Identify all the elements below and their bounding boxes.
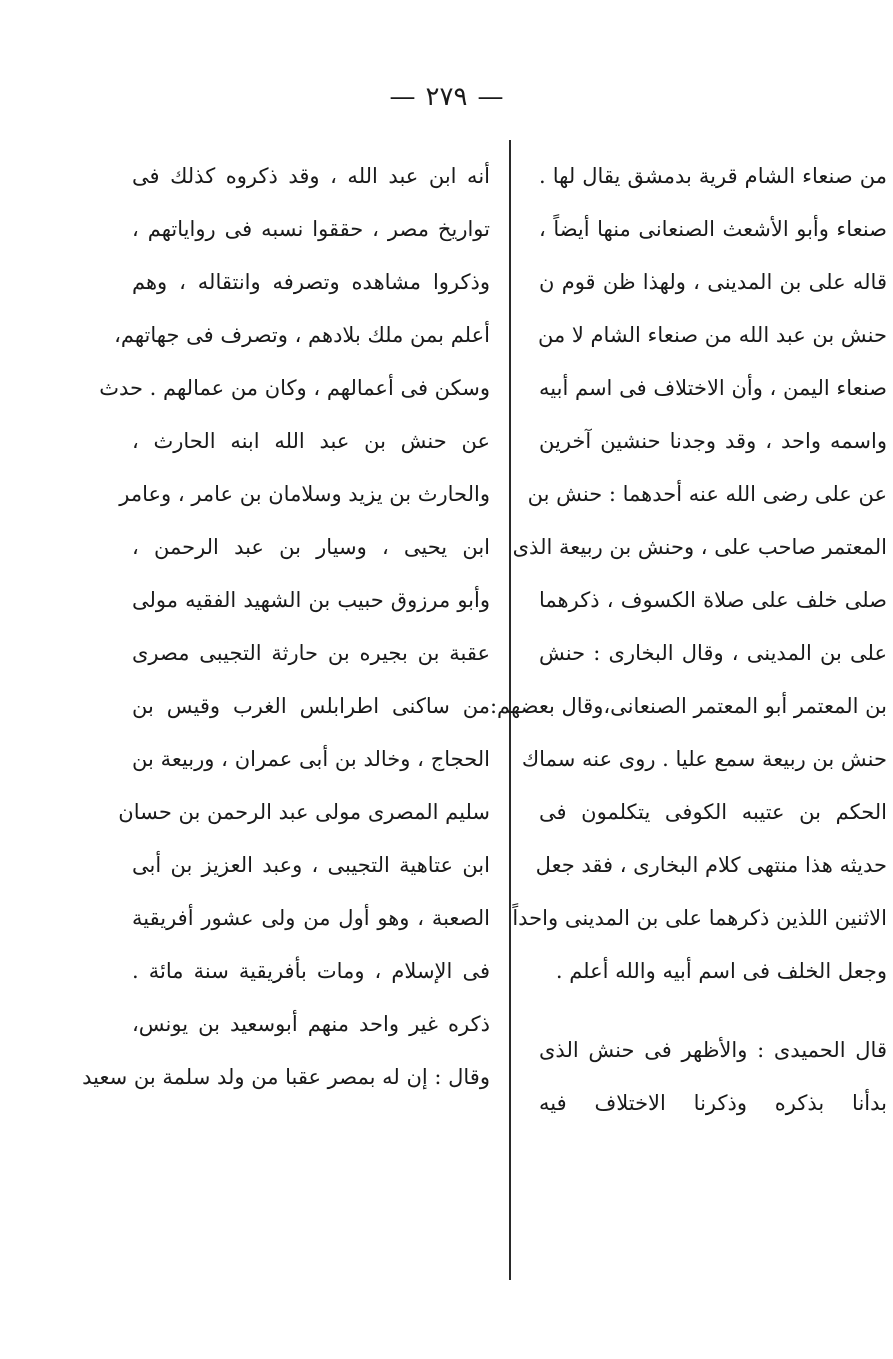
text-line: صنعاء وأبو الأشعث الصنعانى منها أيضاً ، [539, 217, 887, 241]
text-line: فى الإسلام ، ومات بأفريقية سنة مائة . [132, 959, 490, 983]
text-line: الاثنين اللذين ذكرهما على بن المدينى واحداً [512, 906, 887, 930]
text-line: الحكم بن عتيبه الكوفى يتكلمون فى [539, 800, 887, 824]
text-line: قال الحميدى : والأظهر فى حنش الذى [539, 1038, 887, 1062]
paragraph-break [539, 998, 887, 1024]
text-line: أعلم بمن ملك بلادهم ، وتصرف فى جهاتهم، [114, 323, 490, 347]
header-dash-right: — [389, 82, 416, 112]
text-line: قاله على بن المدينى ، ولهذا ظن قوم ن [539, 270, 887, 294]
text-line: ذكره غير واحد منهم أبوسعيد بن يونس، [132, 1012, 490, 1036]
text-line: عن حنش بن عبد الله ابنه الحارث ، [132, 429, 490, 453]
text-line: على بن المدينى ، وقال البخارى : حنش [539, 641, 887, 665]
text-line: وسكن فى أعمالهم ، وكان من عمالهم . حدث [99, 376, 490, 400]
text-line: بن المعتمر أبو المعتمر الصنعانى،وقال بعضهم: [489, 694, 887, 718]
text-line: واسمه واحد ، وقد وجدنا حنشين آخرين [539, 429, 887, 453]
text-line: عقبة بن بجيره بن حارثة التجيبى مصرى [132, 641, 490, 665]
header-dash-left: — [477, 82, 504, 112]
text-line: وأبو مرزوق حبيب بن الشهيد الفقيه مولى [132, 588, 490, 612]
text-line: صلى خلف على صلاة الكسوف ، ذكرهما [539, 588, 887, 612]
page-number: ٢٧٩ [425, 82, 468, 112]
text-line: والحارث بن يزيد وسلامان بن عامر ، وعامر [119, 482, 490, 506]
text-line: وذكروا مشاهده وتصرفه وانتقاله ، وهم [132, 270, 490, 294]
text-line: حنش بن ربيعة سمع عليا . روى عنه سماك [521, 747, 887, 771]
text-line: حديثه هذا منتهى كلام البخارى ، فقد جعل [535, 853, 887, 877]
text-line: الحجاج ، وخالد بن أبى عمران ، وربيعة بن [132, 747, 490, 771]
page-header [0, 82, 893, 112]
text-line: سليم المصرى مولى عبد الرحمن بن حسان [118, 800, 490, 824]
text-line: بدأنا بذكره وذكرنا الاختلاف فيه [539, 1091, 887, 1115]
text-line: وقال : إن له بمصر عقبا من ولد سلمة بن سعيد [82, 1065, 490, 1089]
text-line: ابن يحيى ، وسيار بن عبد الرحمن ، [132, 535, 490, 559]
right-column [489, 150, 887, 1130]
text-line: أنه ابن عبد الله ، وقد ذكروه كذلك فى [132, 164, 490, 188]
text-line: الصعبة ، وهو أول من ولى عشور أفريقية [132, 906, 490, 930]
text-line: عن على رضى الله عنه أحدهما : حنش بن [527, 482, 887, 506]
text-line: صنعاء اليمن ، وأن الاختلاف فى اسم أبيه [539, 376, 887, 400]
text-line: وجعل الخلف فى اسم أبيه والله أعلم . [555, 959, 887, 983]
text-line: تواريخ مصر ، حققوا نسبه فى رواياتهم ، [132, 217, 490, 241]
text-line: ابن عتاهية التجيبى ، وعبد العزيز بن أبى [132, 853, 490, 877]
left-column [82, 150, 490, 1104]
text-line: المعتمر صاحب على ، وحنش بن ربيعة الذى [512, 535, 887, 559]
text-line: حنش بن عبد الله من صنعاء الشام لا من [537, 323, 887, 347]
text-line: من صنعاء الشام قرية بدمشق يقال لها . [539, 164, 887, 188]
text-line: من ساكنى اطرابلس الغرب وقيس بن [132, 694, 490, 718]
